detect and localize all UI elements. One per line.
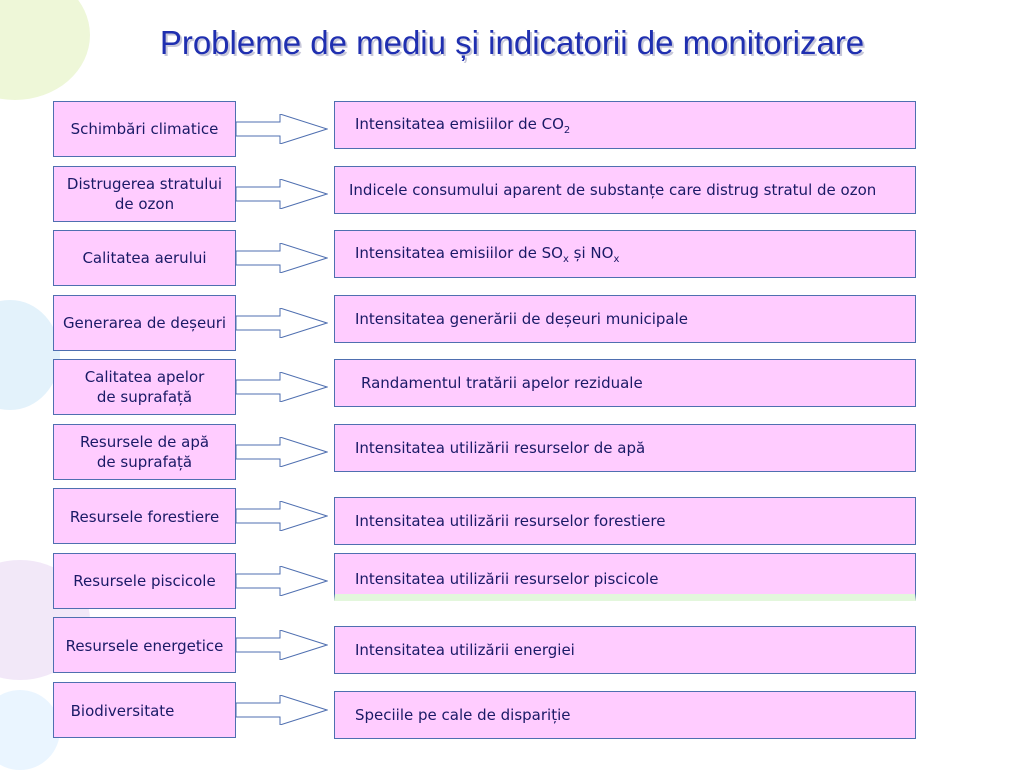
indicator-label: Intensitatea utilizării resurselor piscicole — [355, 570, 659, 588]
indicator-box — [334, 626, 916, 674]
problem-label: Resursele de apă de suprafață — [79, 433, 210, 471]
problem-box — [53, 166, 236, 222]
indicator-label: Intensitatea utilizării resurselor de apă — [355, 439, 646, 457]
problem-box — [53, 230, 236, 286]
arrow-icon — [236, 630, 328, 660]
problem-box — [53, 424, 236, 480]
problem-label: Distrugerea stratului de ozon — [66, 175, 223, 213]
indicator-label: Speciile pe cale de dispariție — [355, 706, 571, 724]
indicator-box — [334, 230, 916, 278]
indicator-label: Intensitatea utilizării resurselor forestiere — [355, 512, 666, 530]
indicator-label: Randamentul tratării apelor reziduale — [361, 374, 643, 392]
problem-box — [53, 553, 236, 609]
indicator-box — [334, 691, 916, 739]
problem-box — [53, 295, 236, 351]
problem-label: Resursele piscicole — [73, 572, 216, 590]
problem-label: Generarea de deșeuri — [62, 314, 227, 332]
arrow-icon — [236, 179, 328, 209]
indicator-label: Intensitatea utilizării energiei — [355, 641, 575, 659]
arrow-icon — [236, 114, 328, 144]
problem-label: Calitatea apelor de suprafață — [84, 368, 205, 406]
indicator-label: Intensitatea generării de deșeuri municipale — [355, 310, 689, 328]
problem-label: Calitatea aerului — [82, 249, 207, 267]
problem-label: Resursele forestiere — [69, 508, 220, 526]
arrow-icon — [236, 372, 328, 402]
indicator-box — [334, 553, 916, 601]
indicator-label: Intensitatea emisiilor de $CO_2$ — [355, 114, 571, 136]
background-decoration — [0, 300, 60, 410]
indicator-box — [334, 424, 916, 472]
arrow-icon — [236, 501, 328, 531]
problem-box — [53, 488, 236, 544]
problem-label: Schimbări climatice — [70, 120, 219, 138]
problem-label: Biodiversitate — [70, 702, 175, 720]
indicator-box — [334, 295, 916, 343]
arrow-icon — [236, 566, 328, 596]
indicator-label: Intensitatea emisiilor de $SO_x$ și $NO_x$ — [355, 243, 620, 265]
indicator-label: Indicele consumului aparent de substanțe care distrug stratul de ozon — [349, 181, 877, 199]
problem-label: Resursele energetice — [65, 637, 224, 655]
arrow-icon — [236, 243, 328, 273]
page-title: Probleme de mediu și indicatorii de monitorizare — [159, 24, 865, 61]
arrow-icon — [236, 437, 328, 467]
arrow-icon — [236, 308, 328, 338]
indicator-box — [334, 497, 916, 545]
background-decoration — [0, 690, 60, 770]
problem-box — [53, 617, 236, 673]
problem-box — [53, 682, 236, 738]
arrow-icon — [236, 695, 328, 725]
problem-box — [53, 359, 236, 415]
indicator-box — [334, 359, 916, 407]
indicator-box — [334, 101, 916, 149]
problem-box — [53, 101, 236, 157]
indicator-box — [334, 166, 916, 214]
